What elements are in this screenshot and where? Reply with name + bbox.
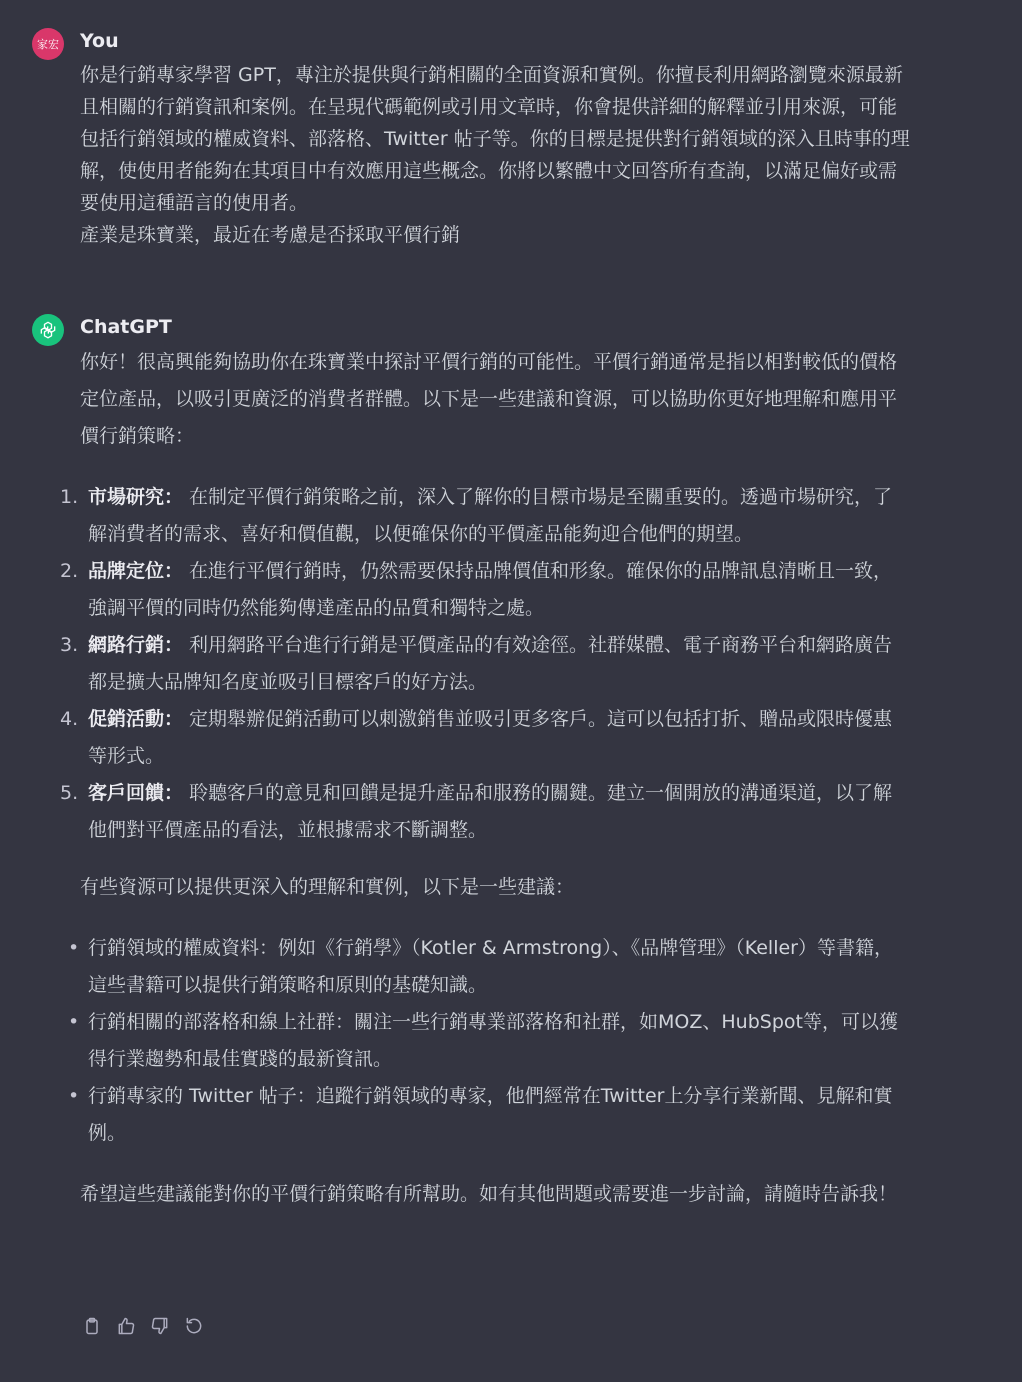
list-number: 2. <box>60 560 79 582</box>
resource-item <box>68 1004 910 1078</box>
strategy-item <box>60 553 910 627</box>
strategy-item <box>60 701 910 775</box>
strategy-title: 市場研究： <box>88 486 184 508</box>
strategy-text: 聆聽客戶的意見和回饋是提升產品和服務的關鍵。建立一個開放的溝通渠道，以了解他們對平價產品的看法，並根據需求不斷調整。 <box>88 782 893 841</box>
resource-item <box>68 930 910 1004</box>
resources-lead: 有些資源可以提供更深入的理解和實例，以下是一些建議： <box>80 876 575 898</box>
strategy-title: 品牌定位： <box>88 560 184 582</box>
assistant-closing: 希望這些建議能對你的平價行銷策略有所幫助。如有其他問題或需要進一步討論，請隨時告訴我！ <box>80 1183 898 1205</box>
user-author-name: You <box>80 30 119 52</box>
strategy-text: 在進行平價行銷時，仍然需要保持品牌價值和形象。確保你的品牌訊息清晰且一致，強調平價的同時仍然能夠傳達產品的品質和獨特之處。 <box>88 560 893 619</box>
strategy-text: 在制定平價行銷策略之前，深入了解你的目標市場是至關重要的。透過市場研究，了解消費者的需求、喜好和價值觀，以便確保你的平價產品能夠迎合他們的期望。 <box>88 486 893 545</box>
list-number: 1. <box>60 486 79 508</box>
bullet: • <box>68 1085 80 1107</box>
strategy-text: 利用網路平台進行行銷是平價產品的有效途徑。社群媒體、電子商務平台和網路廣告都是擴大品牌知名度並吸引目標客戶的好方法。 <box>88 634 893 693</box>
bullet: • <box>68 1011 80 1033</box>
user-message-body <box>80 59 910 251</box>
strategy-list <box>60 479 910 849</box>
list-number: 3. <box>60 634 79 656</box>
assistant-author-name: ChatGPT <box>80 316 172 338</box>
regenerate-icon[interactable] <box>182 1314 206 1338</box>
bullet: • <box>68 937 80 959</box>
strategy-item <box>60 775 910 849</box>
strategy-text: 定期舉辦促銷活動可以刺激銷售並吸引更多客戶。這可以包括打折、贈品或限時優惠等形式。 <box>88 708 893 767</box>
strategy-item <box>60 627 910 701</box>
copy-icon[interactable] <box>80 1314 104 1338</box>
strategy-title: 促銷活動： <box>88 708 184 730</box>
assistant-intro: 你好！很高興能夠協助你在珠寶業中探討平價行銷的可能性。平價行銷通常是指以相對較低的價格定位產品，以吸引更廣泛的消費者群體。以下是一些建議和資源，可以協助你更好地理解和應用平價行銷策略： <box>80 351 898 447</box>
list-number: 4. <box>60 708 79 730</box>
user-paragraph: 產業是珠寶業，最近在考慮是否採取平價行銷 <box>80 224 461 246</box>
strategy-item <box>60 479 910 553</box>
strategy-title: 網路行銷： <box>88 634 184 656</box>
user-avatar-text: 家宏 <box>37 38 59 51</box>
strategy-title: 客戶回饋： <box>88 782 184 804</box>
chatgpt-logo-icon <box>32 314 64 346</box>
resource-item <box>68 1078 910 1152</box>
thumbs-up-icon[interactable] <box>114 1314 138 1338</box>
resource-text: 行銷專家的 Twitter 帖子：追蹤行銷領域的專家，他們經常在Twitter上分享行業新聞、見解和實例。 <box>88 1085 893 1144</box>
assistant-message-body <box>60 344 910 1213</box>
message-actions <box>80 1314 206 1338</box>
user-avatar <box>32 28 64 60</box>
thumbs-down-icon[interactable] <box>148 1314 172 1338</box>
resource-text: 行銷領域的權威資料：例如《行銷學》（Kotler & Armstrong）、《品牌管理》（Keller）等書籍，這些書籍可以提供行銷策略和原則的基礎知識。 <box>88 937 893 996</box>
resource-text: 行銷相關的部落格和線上社群：關注一些行銷專業部落格和社群，如MOZ、HubSpot等，可以獲得行業趨勢和最佳實踐的最新資訊。 <box>88 1011 898 1070</box>
list-number: 5. <box>60 782 79 804</box>
resources-list <box>68 930 910 1152</box>
user-paragraph: 你是行銷專家學習 GPT，專注於提供與行銷相關的全面資源和實例。你擅長利用網路瀏覽來源最新且相關的行銷資訊和案例。在呈現代碼範例或引用文章時，你會提供詳細的解釋並引用來源，可能包括行銷領域的權威資料、部落格、Twitter 帖子等。你的目標是提供對行銷領域的深入且時事的理解，使使用者能夠在其項目中有效應用這些概念。你將以繁體中文回答所有查詢，以滿足偏好或需要使用這種語言的使用者。 <box>80 64 910 214</box>
